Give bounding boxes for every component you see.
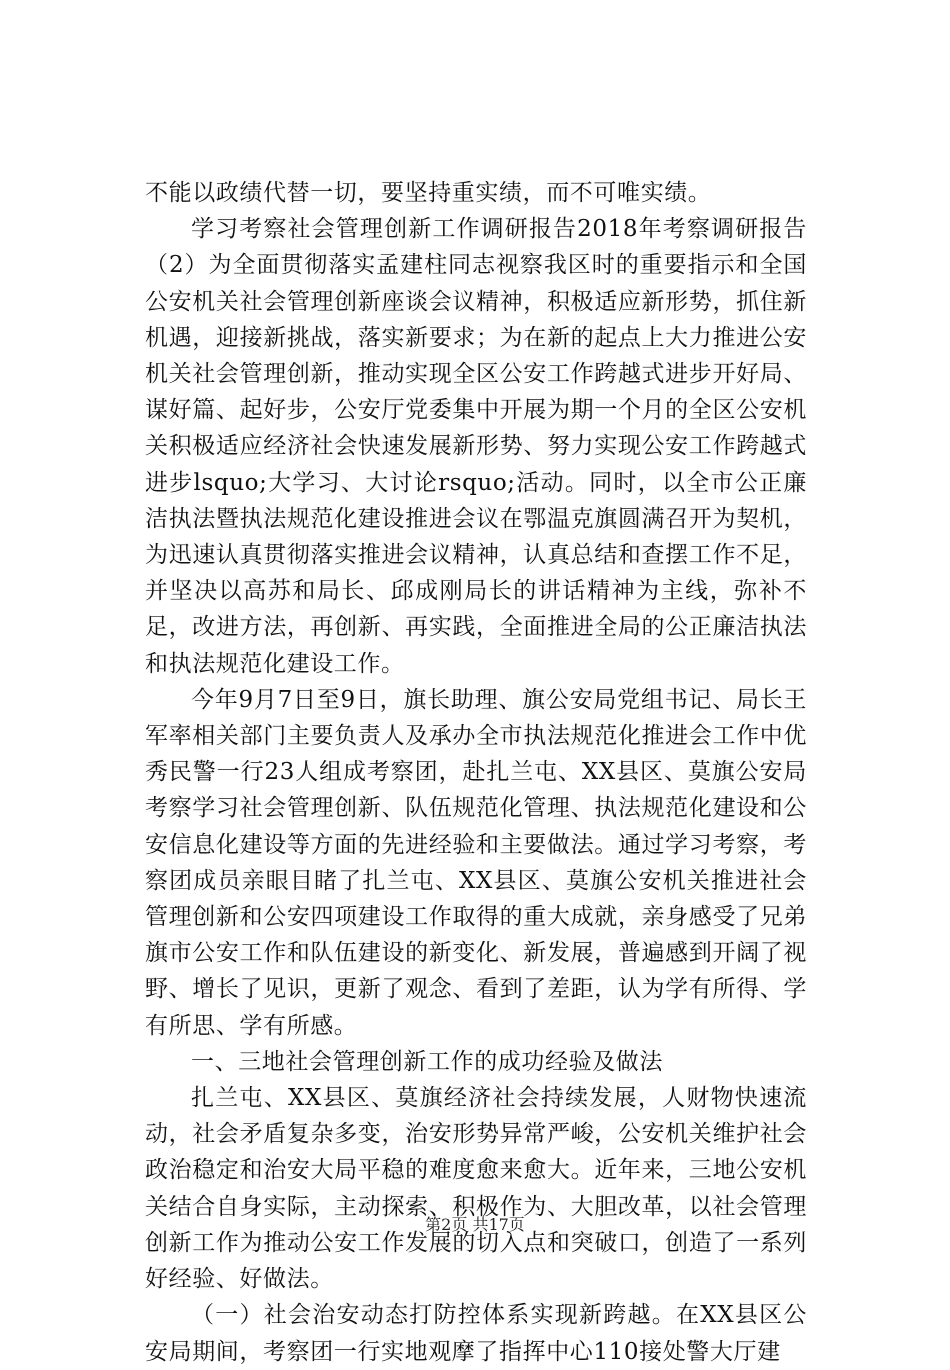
paragraph-report-intro: 学习考察社会管理创新工作调研报告2018年考察调研报告（2）为全面贯彻落实孟建柱同志视察我区时的重要指示和全国公安机关社会管理创新座谈会议精神，积极适应新形势，抓住新机遇，迎接新挑战，落实新要求；为在新的起点上大力推进公安机关社会管理创新，推动实现全区公安工作跨越式进步开好局、谋好篇、起好步，公安厅党委集中开展为期一个月的全区公安机关积极适应经济社会快速发展新形势、努力实现公安工作跨越式进步lsquo;大学习、大讨论rsquo;活动。同时，以全市公正廉洁执法暨执法规范化建设推进会议在鄂温克旗圆满召开为契机，为迅速认真贯彻落实推进会议精神，认真总结和查摆工作不足，并坚决以高苏和局长、邱成刚局长的讲话精神为主线，弥补不足，改进方法，再创新、再实践，全面推进全局的公正廉洁执法和执法规范化建设工作。 [145, 216, 807, 677]
paragraph-continuation: 不能以政绩代替一切，要坚持重实绩，而不可唯实绩。 [145, 180, 712, 206]
paragraph-subsection-one: （一）社会治安动态打防控体系实现新跨越。在XX县区公安局期间，考察团一行实地观摩了指挥中心110接处警大厅建 [145, 1302, 807, 1365]
paragraph-inspection-trip: 今年9月7日至9日，旗长助理、旗公安局党组书记、局长王军率相关部门主要负责人及承办全市执法规范化推进会工作中优秀民警一行23人组成考察团，赴扎兰屯、XX县区、莫旗公安局考察学习社会管理创新、队伍规范化管理、执法规范化建设和公安信息化建设等方面的先进经验和主要做法。通过学习考察，考察团成员亲眼目睹了扎兰屯、XX县区、莫旗公安机关推进社会管理创新和公安四项建设工作取得的重大成就，亲身感受了兄弟旗市公安工作和队伍建设的新变化、新发展，普遍感到开阔了视野、增长了见识，更新了观念、看到了差距，认为学有所得、学有所思、学有所感。 [145, 686, 807, 1039]
document-body [145, 175, 807, 1370]
section-heading-experience: 一、三地社会管理创新工作的成功经验及做法 [191, 1048, 663, 1075]
page-number-footer: 第2页 共17页 [425, 1215, 525, 1234]
paragraph-background: 扎兰屯、XX县区、莫旗经济社会持续发展，人财物快速流动，社会矛盾复杂多变，治安形势异常严峻，公安机关维护社会政治稳定和治安大局平稳的难度愈来愈大。近年来，三地公安机关结合自身实际，主动探索、积极作为、大胆改革，以社会管理创新工作为推动公安工作发展的切入点和突破口，创造了一系列好经验、好做法。 [145, 1085, 807, 1293]
